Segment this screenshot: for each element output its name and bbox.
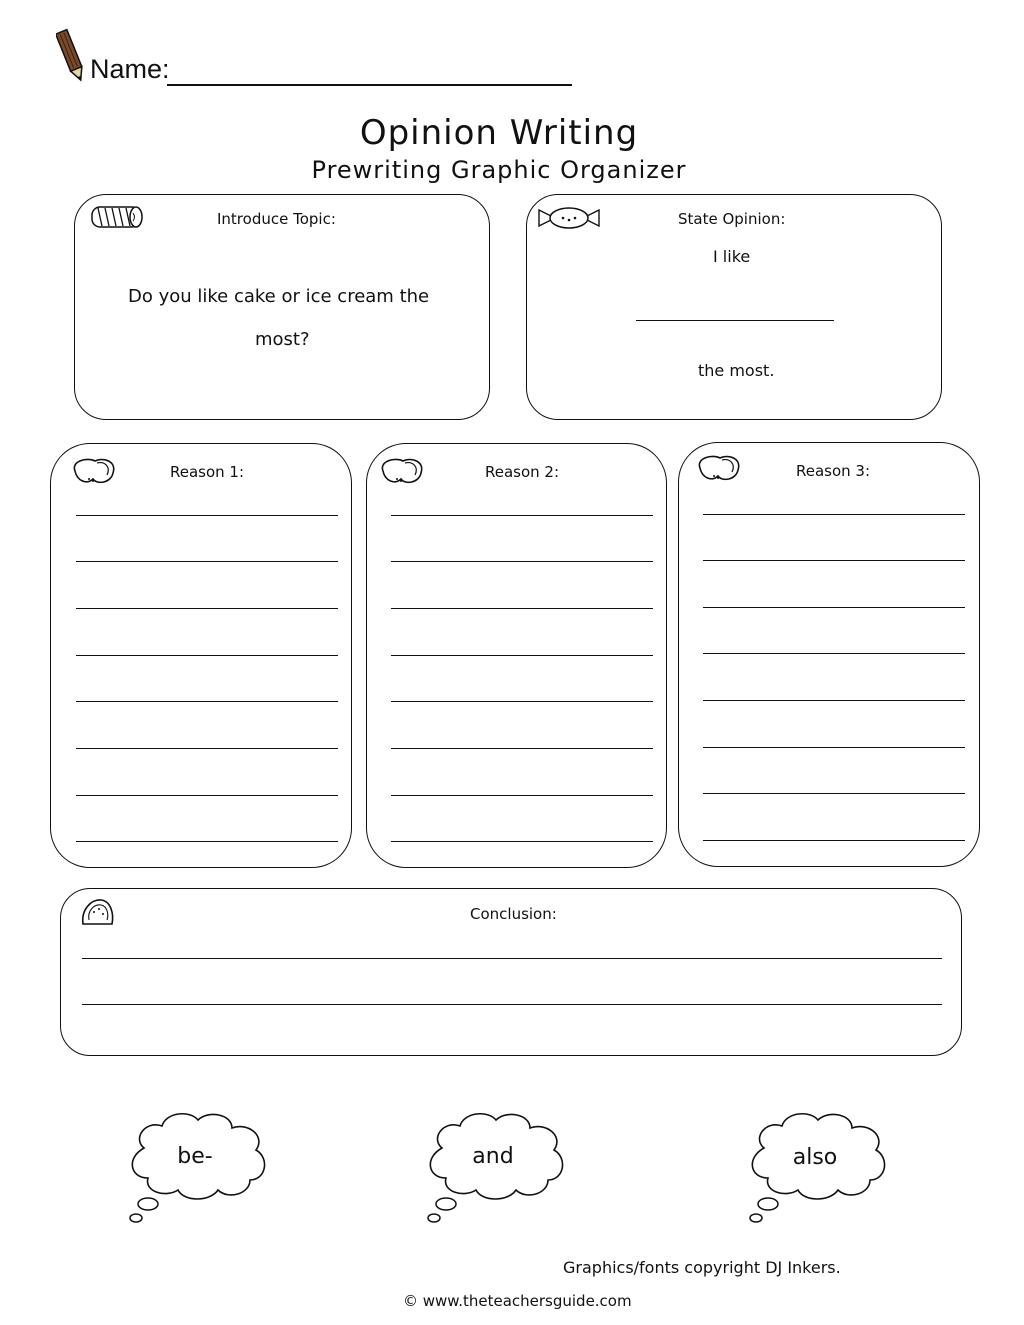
cake-roll-icon xyxy=(90,203,144,231)
conclusion-label: Conclusion: xyxy=(470,905,557,923)
writing-line[interactable] xyxy=(391,515,653,516)
opinion-i-like: I like xyxy=(713,247,751,266)
writing-line[interactable] xyxy=(76,561,338,562)
writing-line[interactable] xyxy=(82,958,942,959)
jelly-bean-icon xyxy=(69,455,119,487)
writing-line[interactable] xyxy=(391,655,653,656)
thought-word-also: also xyxy=(792,1145,838,1170)
writing-line[interactable] xyxy=(76,701,338,702)
topic-question-line1: Do you like cake or ice cream the xyxy=(128,286,430,307)
page-subtitle: Prewriting Graphic Organizer xyxy=(311,156,687,184)
writing-line[interactable] xyxy=(76,608,338,609)
wrapped-candy-icon xyxy=(537,204,601,232)
opinion-the-most: the most. xyxy=(698,361,775,380)
writing-line[interactable] xyxy=(76,748,338,749)
jelly-bean-icon xyxy=(694,452,744,484)
writing-line[interactable] xyxy=(391,841,653,842)
writing-line[interactable] xyxy=(76,655,338,656)
introduce-topic-label: Introduce Topic: xyxy=(217,210,336,228)
page-title: Opinion Writing xyxy=(359,113,639,153)
writing-line[interactable] xyxy=(76,515,338,516)
writing-line[interactable] xyxy=(703,653,965,654)
website-link[interactable]: © www.theteachersguide.com xyxy=(403,1292,632,1310)
state-opinion-label: State Opinion: xyxy=(678,210,786,228)
writing-line[interactable] xyxy=(391,795,653,796)
reason-2-label: Reason 2: xyxy=(485,463,560,481)
writing-line[interactable] xyxy=(703,840,965,841)
writing-line[interactable] xyxy=(391,701,653,702)
writing-line[interactable] xyxy=(391,748,653,749)
reason-3-label: Reason 3: xyxy=(796,462,871,480)
copyright-text: Graphics/fonts copyright DJ Inkers. xyxy=(563,1258,841,1277)
writing-line[interactable] xyxy=(76,795,338,796)
thought-word-because: be- xyxy=(177,1144,213,1169)
writing-line[interactable] xyxy=(703,607,965,608)
thought-word-and: and xyxy=(472,1144,514,1169)
topic-question-line2: most? xyxy=(255,329,310,350)
writing-line[interactable] xyxy=(703,560,965,561)
writing-line[interactable] xyxy=(703,747,965,748)
name-line[interactable] xyxy=(167,84,572,86)
opinion-blank-line[interactable] xyxy=(636,320,834,321)
writing-line[interactable] xyxy=(703,793,965,794)
writing-line[interactable] xyxy=(703,514,965,515)
writing-line[interactable] xyxy=(703,700,965,701)
jelly-bean-icon xyxy=(377,455,427,487)
writing-line[interactable] xyxy=(82,1004,942,1005)
gumdrop-icon xyxy=(79,896,115,928)
name-label: Name: xyxy=(90,54,170,84)
pencil-icon xyxy=(56,28,86,84)
writing-line[interactable] xyxy=(391,608,653,609)
writing-line[interactable] xyxy=(391,561,653,562)
reason-1-label: Reason 1: xyxy=(170,463,245,481)
writing-line[interactable] xyxy=(76,841,338,842)
reason-3-box xyxy=(678,442,980,867)
